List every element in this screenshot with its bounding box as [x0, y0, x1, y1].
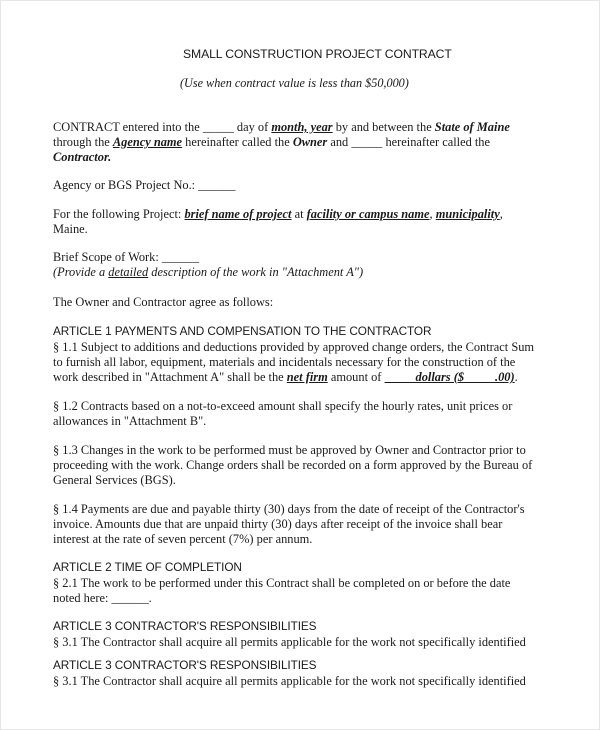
municipality-field[interactable]: municipality — [435, 207, 500, 221]
s1-2-line-2: allowances in "Attachment B". — [53, 414, 207, 428]
s2-1-line-1: § 2.1 The work to be performed under this Contract shall be completed on or before the date — [53, 576, 511, 590]
article-2-heading: ARTICLE 2 TIME OF COMPLETION — [53, 560, 242, 574]
net-firm-term: net firm — [286, 370, 328, 384]
contract-amount-field[interactable]: dollars ($ .00) — [384, 370, 515, 384]
agency-name-field[interactable]: Agency name — [112, 135, 183, 149]
project-name-field[interactable]: brief name of project — [184, 207, 292, 221]
project-line-1: For the following Project: brief name of project at facility or campus name, municipality, — [53, 207, 503, 221]
s3-1-line-1-repeat: § 3.1 The Contractor shall acquire all permits applicable for the work not specifically identified — [53, 674, 526, 688]
article-3-heading-repeat: ARTICLE 3 CONTRACTOR'S RESPONSIBILITIES — [53, 658, 317, 672]
document-title: SMALL CONSTRUCTION PROJECT CONTRACT — [183, 47, 452, 61]
s1-4-line-3: interest at the rate of seven percent (7%) per annum. — [53, 532, 313, 546]
s1-4-line-2: invoice. Amounts due that are unpaid thirty (30) days after receipt of the invoice shall bear — [53, 517, 503, 531]
s1-3-line-3: General Services (BGS). — [53, 473, 176, 487]
facility-field[interactable]: facility or campus name — [306, 207, 430, 221]
s1-2-line-1: § 1.2 Contracts based on a not-to-exceed amount shall specify the hourly rates, unit prices or — [53, 399, 513, 413]
intro-line-1: CONTRACT entered into the _____ day of month, year by and between the State of Maine — [53, 120, 510, 134]
s1-1-line-3: work described in "Attachment A" shall be the net firm amount of dollars ($ .00). — [53, 370, 518, 384]
day-blank[interactable]: _____ — [202, 120, 234, 134]
s1-3-line-2: proceeding with the work. Change orders shall be recorded on a form approved by the Bureau of — [53, 458, 533, 472]
project-number-blank[interactable]: ______ — [198, 178, 236, 192]
intro-line-2: through the Agency name hereinafter called the Owner and _____ hereinafter called the — [53, 135, 491, 149]
owner-term: Owner — [292, 135, 328, 149]
state-name: State of Maine — [434, 120, 510, 134]
s1-3-line-1: § 1.3 Changes in the work to be performed must be approved by Owner and Contractor prior to — [53, 443, 526, 457]
article-1-heading: ARTICLE 1 PAYMENTS AND COMPENSATION TO THE CONTRACTOR — [53, 324, 432, 338]
s1-1-line-2: to furnish all labor, equipment, materials and incidentals necessary for the construction of the — [53, 355, 516, 369]
scope-line-2: (Provide a detailed description of the work in "Attachment A") — [53, 265, 364, 279]
s1-1-line-1: § 1.1 Subject to additions and deductions provided by approved change orders, the Contract Sum — [53, 340, 535, 354]
project-line-2: Maine. — [53, 222, 88, 236]
month-year-field[interactable]: month, year — [271, 120, 333, 134]
contractor-blank[interactable]: _____ — [351, 135, 383, 149]
s2-1-line-2: noted here: ______. — [53, 591, 152, 605]
scope-line-1: Brief Scope of Work: ______ — [53, 250, 200, 264]
agree-line: The Owner and Contractor agree as follows: — [53, 295, 274, 309]
article-3-heading: ARTICLE 3 CONTRACTOR'S RESPONSIBILITIES — [53, 619, 317, 633]
agency-project-line: Agency or BGS Project No.: ______ — [53, 178, 236, 192]
s1-4-line-1: § 1.4 Payments are due and payable thirty (30) days from the date of receipt of the Contractor's — [53, 502, 525, 516]
contractor-term: Contractor. — [53, 150, 112, 164]
s3-1-line-1: § 3.1 The Contractor shall acquire all permits applicable for the work not specifically identified — [53, 635, 526, 649]
document-subtitle: (Use when contract value is less than $50,000) — [180, 76, 409, 90]
